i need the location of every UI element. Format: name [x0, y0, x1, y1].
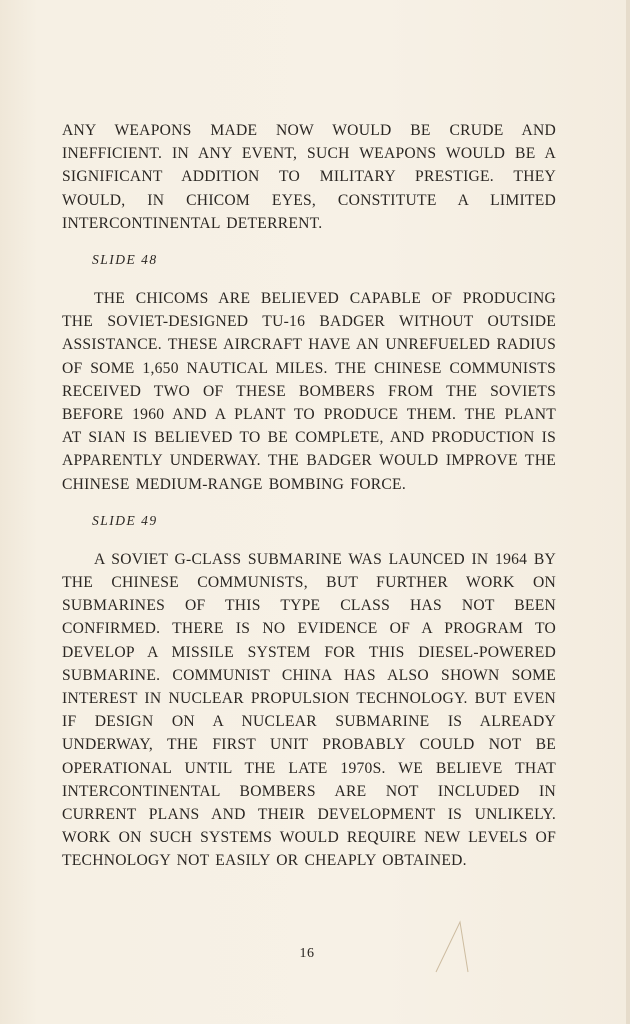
slide-48-label: SLIDE 48: [92, 252, 158, 268]
pencil-mark-icon: [432, 918, 476, 974]
slide-49-label: SLIDE 49: [92, 512, 158, 528]
page-edge: [626, 0, 630, 1024]
page-number: 16: [299, 946, 315, 961]
paragraph-slide-49: A SOVIET G-CLASS SUBMARINE WAS LAUNCED IN 1964 BY THE CHINESE COMMUNISTS, BUT FURTHER WORK ON SUBMARINES OF THIS TYPE CLASS HAS NOT BEEN CONFIRMED. THERE IS NO EVIDENCE OF A PROGRAM TO DEVELOP A MISSILE SYSTEM FOR THIS DIESEL-POWERED SUBMARINE. COMMUNIST CHINA HAS ALSO SHOWN SOME INTEREST IN NUCLEAR PROPULSION TECHNOLOGY. BUT EVEN IF DESIGN ON A NUCLEAR SUBMARINE IS ALREADY UNDERWAY, THE FIRST UNIT PROBABLY COULD NOT BE OPERATIONAL UNTIL THE LATE 1970S. WE BELIEVE THAT INTERCONTINENTAL BOMBERS ARE NOT INCLUDED IN CURRENT PLANS AND THEIR DEVELOPMENT IS UNLIKELY. WORK ON SUCH SYSTEMS WOULD REQUIRE NEW LEVELS OF TECHNOLOGY NOT EASILY OR CHEAPLY OBTAINED.: [62, 550, 556, 870]
paragraph-slide-48: THE CHICOMS ARE BELIEVED CAPABLE OF PRODUCING THE SOVIET-DESIGNED TU-16 BADGER WITHOUT OUTSIDE ASSISTANCE. THESE AIRCRAFT HAVE AN UNREFUELED RADIUS OF SOME 1,650 NAUTICAL MILES. THE CHINESE COMMUNISTS RECEIVED TWO OF THESE BOMBERS FROM THE SOVIETS BEFORE 1960 AND A PLANT TO PRODUCE THEM. THE PLANT AT SIAN IS BELIEVED TO BE COMPLETE, AND PRODUCTION IS APPARENTLY UNDERWAY. THE BADGER WOULD IMPROVE THE CHINESE MEDIUM-RANGE BOMBING FORCE.: [62, 290, 556, 493]
text-column: [62, 119, 556, 873]
paragraph-intro: ANY WEAPONS MADE NOW WOULD BE CRUDE AND INEFFICIENT. IN ANY EVENT, SUCH WEAPONS WOULD BE A SIGNIFICANT ADDITION TO MILITARY PRESTIGE. THEY WOULD, IN CHICOM EYES, CONSTITUTE A LIMITED INTERCONTINENTAL DETERRENT.: [62, 122, 556, 232]
